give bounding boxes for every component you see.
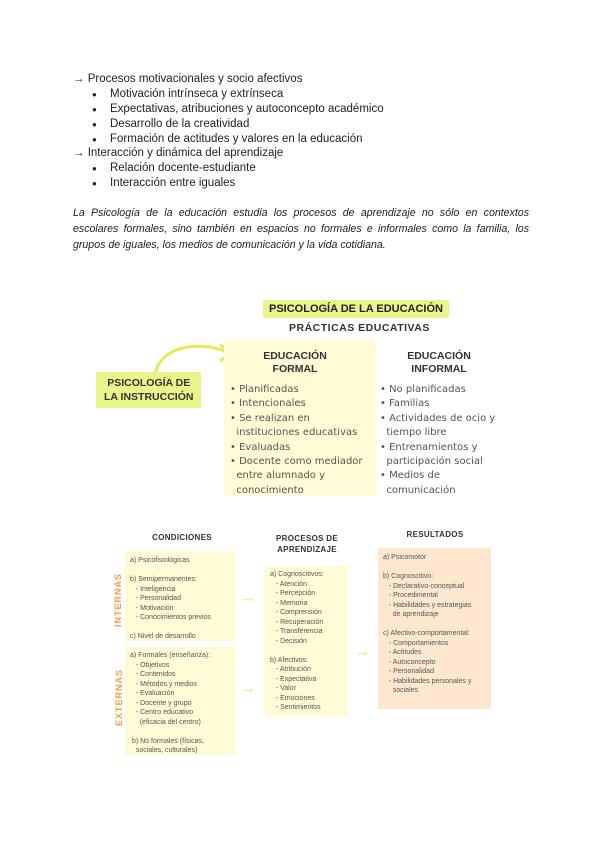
arrow-resultados: →	[354, 643, 370, 660]
procesos-item	[270, 646, 324, 656]
procesos-item: a) Cognoscitivos:	[270, 571, 324, 578]
outline-item	[92, 161, 256, 176]
informal-item: • Medios de	[380, 470, 440, 482]
internas-item: - Conocimientos previos	[130, 614, 211, 621]
outline-item-text: Formación de actitudes y valores en la educación	[110, 133, 363, 145]
informal-title-line1: EDUCACIÓN	[407, 350, 471, 362]
informal-title	[379, 350, 499, 376]
resultados-item: - Habilidades personales y	[383, 677, 472, 685]
internas-item	[130, 623, 211, 633]
bullet-icon: ●	[92, 120, 97, 129]
outline-item	[92, 176, 235, 191]
procesos-item: - Sentimientos	[270, 704, 321, 711]
informal-item: • No planificadas	[380, 384, 466, 395]
procesos-item: - Transferencia	[270, 628, 323, 635]
intro-paragraph: La Psicología de la educación estudia los procesos de aprendizaje no sólo en contextos escolares formales, sino también en espacios no formales e informales como la familia, los grupos de iguales, los medios de comunicación y la vida cotidiana.	[73, 207, 529, 251]
externas-item: - Evaluación	[130, 690, 175, 697]
procesos-item: - Percepción	[270, 590, 316, 597]
bullet-icon: ●	[92, 164, 97, 173]
formal-title-line1: EDUCACIÓN	[263, 350, 327, 362]
resultados-item: - Autoconcepto	[383, 658, 436, 666]
resultados-item: a) Psicomotor	[383, 554, 427, 561]
internas-item: c) Nivel de desarrollo	[130, 633, 196, 640]
col-procesos-line1: PROCESOS DE	[276, 534, 338, 543]
formal-item: entre alumnado y	[230, 470, 326, 482]
procesos-item: - Atención	[270, 580, 307, 588]
procesos-item: - Atribución	[270, 666, 311, 673]
formal-item: instituciones educativas	[230, 427, 358, 439]
outline-item-text: Expectativas, atribuciones y autoconcepto académico	[110, 103, 384, 115]
col-condiciones: CONDICIONES	[152, 533, 212, 542]
procesos-item: - Expectativa	[270, 675, 317, 683]
label-internas: INTERNAS	[113, 572, 123, 627]
resultados-item: sociales	[383, 687, 419, 694]
resultados-item: - Declarativo-conceptual	[383, 582, 465, 590]
informal-item: • Entrenamientos y	[380, 441, 478, 453]
formal-title-line2: FORMAL	[272, 363, 318, 375]
formal-item: conocimiento	[230, 484, 304, 496]
outline-item	[92, 102, 384, 117]
procesos-item: - Valor	[270, 685, 296, 692]
procesos-item: b) Afectivos:	[270, 656, 309, 664]
outline-item-text: Relación docente-estudiante	[110, 162, 256, 174]
bullet-icon: ●	[92, 105, 97, 114]
formal-item: • Docente como mediador	[230, 456, 363, 468]
internas-item: - Motivación	[130, 604, 174, 612]
arrow-internas: →	[240, 589, 256, 606]
formal-item: • Se realizan en	[230, 412, 310, 424]
informal-item: comunicación	[380, 484, 456, 496]
arrow-externas: →	[240, 680, 256, 697]
internas-item: - Personalidad	[130, 595, 181, 602]
internas-item: - Inteligencia	[130, 585, 176, 593]
internas-item: b) Semipermanentes:	[130, 576, 197, 583]
resultados-item: de aprendizaje	[383, 611, 439, 618]
externas-item: - Docente y grupo	[130, 699, 192, 707]
diagram-title: PSICOLOGÍA DE LA EDUCACIÓN	[263, 300, 449, 318]
externas-item: - Contenidos	[130, 671, 176, 678]
label-externas: EXTERNAS	[114, 668, 124, 726]
externas-item: - Centro educativo	[130, 709, 194, 716]
informal-item: • Actividades de ocio y	[380, 412, 496, 424]
externas-item: a) Formales (enseñanza):	[130, 652, 211, 659]
instruction-label	[96, 372, 201, 408]
heading-motivational-processes: → Procesos motivacionales y socio afectivos	[73, 73, 303, 85]
formal-title	[224, 350, 366, 376]
bullet-icon: ●	[92, 179, 97, 188]
instruction-label-line2: LA INSTRUCCIÓN	[104, 391, 194, 403]
procesos-item: - Recuperación	[270, 618, 324, 626]
procesos-item: - Comprensión	[270, 609, 322, 616]
bullet-icon: ●	[92, 90, 97, 99]
resultados-item: b) Cognoscitivo:	[383, 573, 434, 580]
resultados-item: - Personalidad	[383, 668, 434, 675]
outline-item-text: Interacción entre iguales	[110, 177, 236, 189]
formal-item: • Intencionales	[230, 398, 306, 410]
procesos-item: - Emociones	[270, 694, 315, 702]
diagram-subtitle: PRÁCTICAS EDUCATIVAS	[289, 322, 430, 334]
externas-item: - Objetivos	[130, 661, 170, 669]
resultados-item: c) Afectivo-comportamental:	[383, 630, 470, 637]
externas-item: b) No formales (físicas,	[130, 737, 204, 745]
internas-item: a) Psicofisiológicas	[130, 557, 190, 564]
externas-item: sociales, culturales)	[130, 747, 198, 754]
externas-item: - Métodos y medios	[130, 680, 197, 688]
resultados-item	[383, 563, 471, 573]
col-resultados: RESULTADOS	[406, 530, 464, 539]
outline-item	[92, 132, 363, 147]
externas-item: (eficacia del centro)	[130, 718, 201, 726]
instruction-label-line1: PSICOLOGÍA DE	[107, 377, 191, 389]
internas-item	[130, 566, 211, 576]
resultados-item	[383, 620, 471, 630]
bullet-icon: ●	[92, 135, 97, 144]
formal-item: • Planificadas	[230, 384, 299, 395]
resultados-item: - Comportamientos	[383, 639, 449, 647]
externas-item	[130, 727, 210, 737]
formal-item: • Evaluadas	[230, 441, 291, 453]
outline-item	[92, 87, 283, 102]
resultados-item: - Habilidades y estrategias	[383, 601, 472, 609]
informal-item: participación social	[380, 456, 483, 468]
col-procesos-line2: APRENDIZAJE	[277, 545, 337, 554]
outline-item-text: Desarrollo de la creatividad	[110, 118, 250, 130]
outline-item	[92, 117, 249, 132]
informal-item: tiempo libre	[380, 427, 447, 439]
informal-title-line2: INFORMAL	[411, 363, 467, 375]
procesos-item: - Memoria	[270, 599, 308, 607]
resultados-item: - Actitudes	[383, 649, 422, 656]
outline-item-text: Motivación intrínseca y extrínseca	[110, 88, 284, 100]
col-procesos	[262, 533, 352, 555]
resultados-item: - Procedimental	[383, 592, 438, 599]
heading-interaction: → Interacción y dinámica del aprendizaje	[73, 147, 284, 159]
procesos-item: - Decisión	[270, 637, 307, 645]
informal-item: • Familias	[380, 398, 430, 410]
